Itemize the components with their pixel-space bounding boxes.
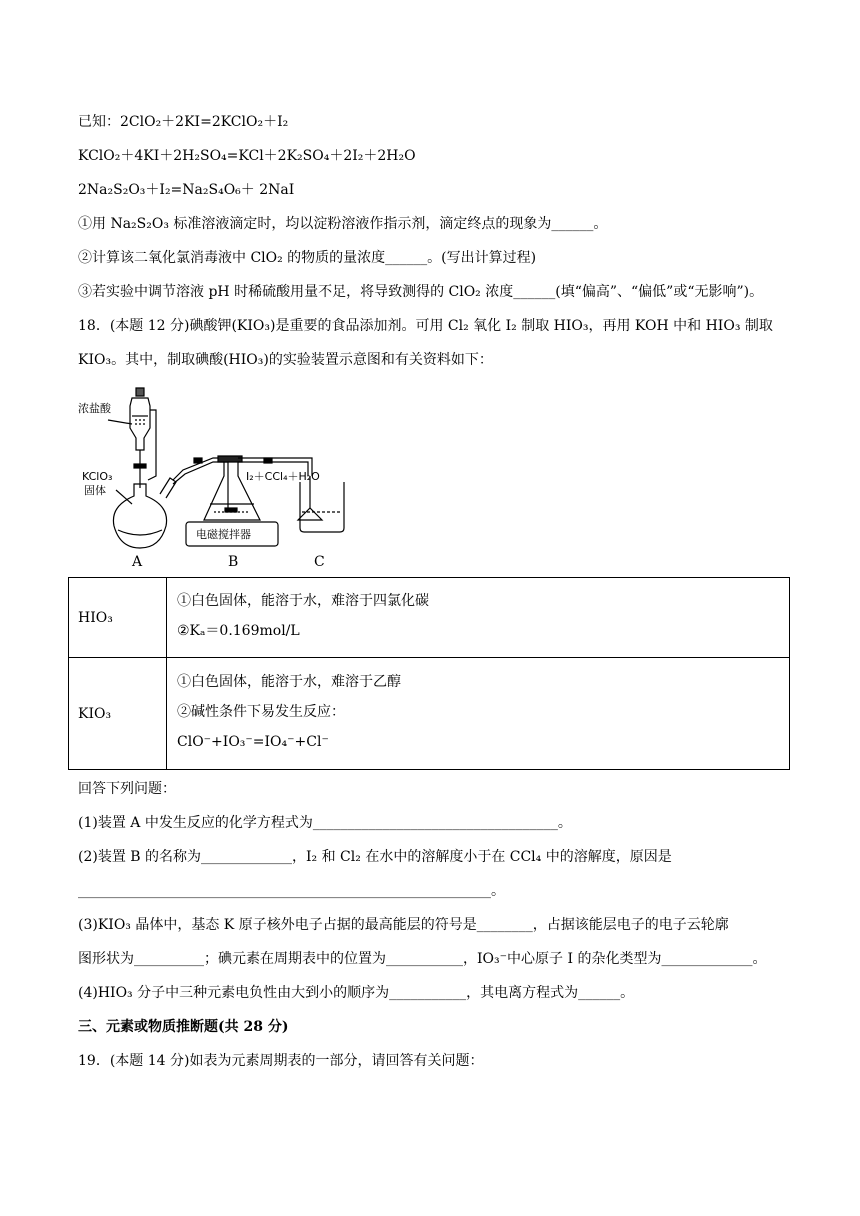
label-c: C bbox=[314, 554, 325, 570]
label-stirrer: 电磁搅拌器 bbox=[196, 528, 251, 541]
property-item: ②Kₐ＝0.169mol/L bbox=[177, 623, 300, 639]
line-eq2: KClO₂＋4KI＋2H₂SO₄=KCl＋2K₂SO₄＋2I₂＋2H₂O bbox=[78, 148, 416, 164]
subquestion-2-line-1: (2)装置 B 的名称为_____________，I₂ 和 Cl₂ 在水中的溶解度小于在 CCl₄ 中的溶解度，原因是 bbox=[78, 849, 672, 865]
table-row bbox=[69, 658, 790, 770]
question-2: ②计算该二氧化氯消毒液中 ClO₂ 的物质的量浓度______。(写出计算过程) bbox=[78, 250, 537, 266]
label-a: A bbox=[132, 554, 143, 570]
apparatus-diagram bbox=[78, 380, 368, 572]
row-compound: KIO₃ bbox=[69, 658, 167, 770]
subquestion-3-line-2: 图形状为__________；碘元素在周期表中的位置为___________，IO₃⁻中心原子 I 的杂化类型为_____________。 bbox=[78, 951, 767, 967]
subquestion-4: (4)HIO₃ 分子中三种元素电负性由大到小的顺序为___________，其电离方程式为______。 bbox=[78, 985, 635, 1001]
subquestion-3-line-1: (3)KIO₃ 晶体中，基态 K 原子核外电子占据的最高能层的符号是________，占据该能层电子的电子云轮廓 bbox=[78, 917, 729, 933]
label-reagent-mix: I₂＋CCl₄＋H₂O bbox=[246, 470, 320, 483]
label-solid: 固体 bbox=[84, 484, 106, 497]
subquestion-2-line-2: ___________________________________________________________。 bbox=[78, 883, 505, 899]
question-1: ①用 Na₂S₂O₃ 标准溶液滴定时，均以淀粉溶液作指示剂，滴定终点的现象为______。 bbox=[78, 216, 608, 232]
row-properties bbox=[167, 578, 790, 658]
property-item: ClO⁻+IO₃⁻=IO₄⁻+Cl⁻ bbox=[177, 734, 329, 750]
problem-18-line-1: 18．(本题 12 分)碘酸钾(KIO₃)是重要的食品添加剂。可用 Cl₂ 氧化 I₂ 制取 HIO₃，再用 KOH 中和 HIO₃ 制取 bbox=[78, 318, 773, 334]
problem-18-line-2: KIO₃。其中，制取碘酸(HIO₃)的实验装置示意图和有关资料如下： bbox=[78, 352, 493, 368]
label-concentrated-hcl: 浓盐酸 bbox=[78, 402, 111, 415]
property-item: ①白色固体，能溶于水，难溶于四氯化碳 bbox=[177, 593, 429, 609]
property-item: ②碱性条件下易发生反应： bbox=[177, 704, 345, 720]
reference-table bbox=[68, 577, 790, 770]
problem-19: 19．(本题 14 分)如表为元素周期表的一部分，请回答有关问题： bbox=[78, 1053, 484, 1069]
subquestion-1: (1)装置 A 中发生反应的化学方程式为___________________________________。 bbox=[78, 815, 572, 831]
row-compound: HIO₃ bbox=[69, 578, 167, 658]
table-row bbox=[69, 578, 790, 658]
question-3: ③若实验中调节溶液 pH 时稀硫酸用量不足，将导致测得的 ClO₂ 浓度______(填“偏高”、“偏低”或“无影响”)。 bbox=[78, 284, 764, 300]
label-b: B bbox=[228, 554, 239, 570]
line-eq3: 2Na₂S₂O₃＋I₂=Na₂S₄O₆＋ 2NaI bbox=[78, 182, 295, 198]
label-kclo3: KClO₃ bbox=[82, 470, 113, 483]
answer-intro: 回答下列问题： bbox=[78, 781, 176, 797]
property-item: ①白色固体，能溶于水，难溶于乙醇 bbox=[177, 674, 401, 690]
row-properties bbox=[167, 658, 790, 770]
line-known: 已知：2ClO₂＋2KI=2KClO₂＋I₂ bbox=[78, 114, 289, 130]
section-heading: 三、元素或物质推断题(共 28 分) bbox=[78, 1019, 289, 1035]
